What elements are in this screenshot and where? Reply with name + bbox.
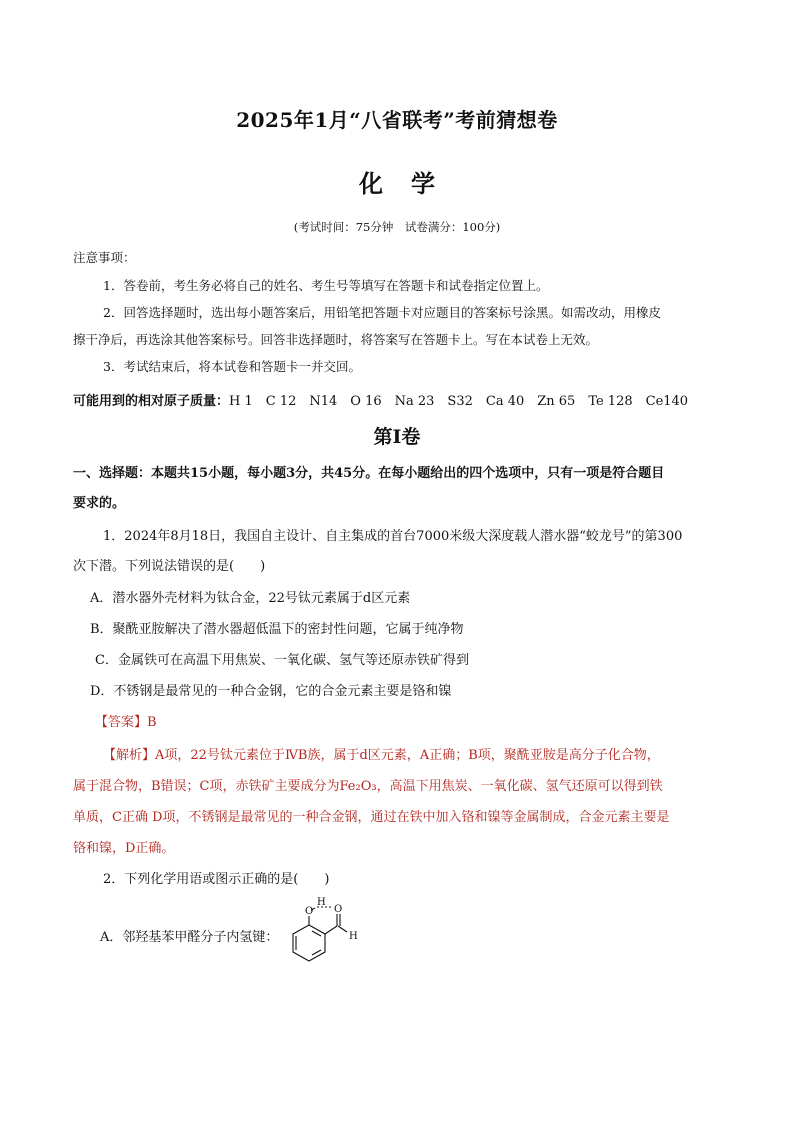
- section-title: 第Ⅰ卷: [373, 426, 421, 448]
- q1-stem-2: 次下潜。下列说法错误的是( ): [73, 559, 266, 574]
- note-item-1: 1．答卷前，考生务必将自己的姓名、考生号等填写在答题卡和试卷指定位置上。: [103, 278, 549, 293]
- aldehyde-ch-bond: [338, 926, 347, 932]
- q1-option-d: D．不锈钢是最常见的一种合金钢，它的合金元素主要是铬和镍: [90, 684, 452, 699]
- exam-info: (考试时间：75分钟 试卷满分：100分): [293, 220, 501, 234]
- atom-o-carbonyl: O: [334, 904, 343, 915]
- q1-analysis-4: 铬和镍，D正确。: [73, 841, 175, 856]
- q2-option-a: A．邻羟基苯甲醛分子内氢键：: [100, 930, 279, 945]
- note-item-2: 2．回答选择题时，选出每小题答案后，用铅笔把答题卡对应题目的答案标号涂黑。如需改动，用橡皮: [103, 305, 661, 320]
- q1-analysis-1: [103, 744, 660, 763]
- subject-title: 化学: [359, 169, 463, 198]
- atomic-masses: [73, 390, 688, 409]
- section-instruction-2: 要求的。: [73, 496, 126, 511]
- atom-o-hydroxyl: O: [305, 906, 314, 917]
- q1-analysis-label: 【解析】: [103, 748, 156, 763]
- q1-analysis-3: 单质，C正确 D项，不锈钢是最常见的一种合金钢，通过在铁中加入铬和镍等金属制成，合金元素主要是: [73, 810, 670, 825]
- salicylaldehyde-structure: [287, 894, 371, 970]
- benzene-ring: [293, 907, 347, 961]
- q1-option-a: A．潜水器外壳材料为钛合金，22号钛元素属于d区元素: [90, 591, 411, 606]
- q1-analysis-text-1: A项，22号钛元素位于ⅣB族，属于d区元素，A正确；B项，聚酰亚胺是高分子化合物，: [155, 748, 660, 763]
- atomic-masses-values: H 1 C 12 N14 O 16 Na 23 S32 Ca 40 Zn 65 Te 128 Ce140: [229, 394, 689, 409]
- section-instruction-1: 一、选择题：本题共15小题，每小题3分，共45分。在每小题给出的四个选项中，只有一项是符合题目: [73, 466, 665, 481]
- note-item-3: 3．考试结束后，将本试卷和答题卡一并交回。: [103, 359, 361, 374]
- q2-stem: 2．下列化学用语或图示正确的是( ): [103, 872, 330, 887]
- ring-cho-bond: [325, 926, 337, 934]
- q1-stem-1: 1．2024年8月18日，我国自主设计、自主集成的首台7000米级大深度载人潜水器“蛟龙号”的第300: [103, 529, 683, 544]
- q1-analysis-2: 属于混合物，B错误；C项，赤铁矿主要成分为Fe₂O₃，高温下用焦炭、一氧化碳、氢气还原可以得到铁: [73, 779, 663, 794]
- page-title: 2025年1月“八省联考”考前猜想卷: [236, 108, 558, 132]
- q1-option-c: C．金属铁可在高温下用焦炭、一氧化碳、氢气等还原赤铁矿得到: [95, 653, 469, 668]
- atomic-masses-label: 可能用到的相对原子质量：: [73, 394, 230, 409]
- atom-h-hydroxyl: H: [317, 897, 326, 908]
- notes-heading: 注意事项：: [73, 250, 136, 265]
- q1-option-b: B．聚酰亚胺解决了潜水器超低温下的密封性问题，它属于纯净物: [90, 622, 464, 637]
- atom-h-aldehyde: H: [349, 931, 358, 942]
- note-item-2-cont: 擦干净后，再选涂其他答案标号。回答非选择题时，将答案写在答题卡上。写在本试卷上无效。: [73, 332, 599, 347]
- q1-answer: 【答案】B: [95, 715, 157, 730]
